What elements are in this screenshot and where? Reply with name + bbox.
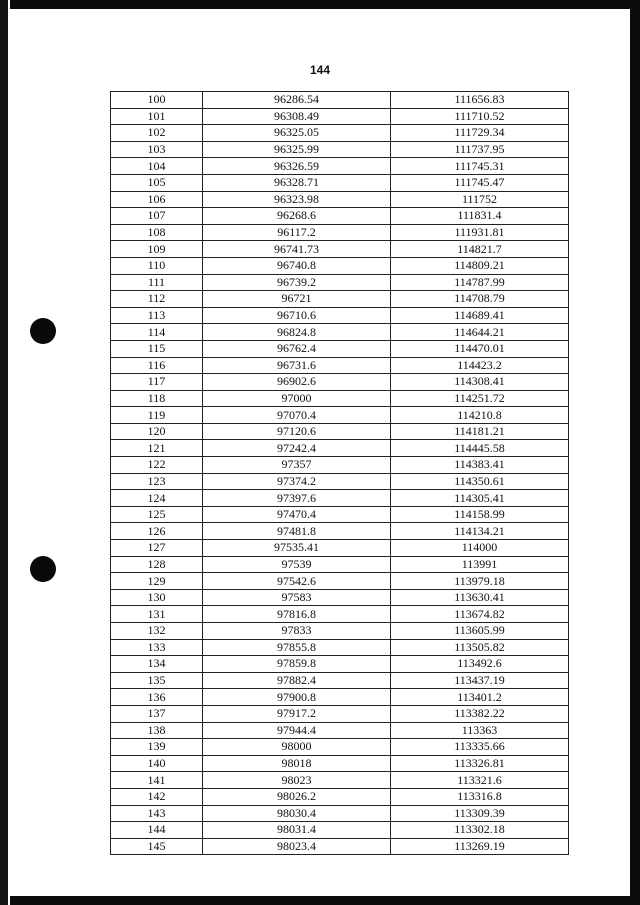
y-coordinate-cell: 113437.19 (391, 672, 569, 689)
x-coordinate-cell: 98026.2 (203, 788, 391, 805)
x-coordinate-cell: 96323.98 (203, 191, 391, 208)
y-coordinate-cell: 114383.41 (391, 457, 569, 474)
table-row (111, 623, 569, 640)
point-number-cell: 129 (111, 573, 203, 590)
x-coordinate-cell: 98023.4 (203, 838, 391, 855)
x-coordinate-cell: 97855.8 (203, 639, 391, 656)
point-number-cell: 111 (111, 274, 203, 291)
table-row (111, 340, 569, 357)
x-coordinate-cell: 97357 (203, 457, 391, 474)
table-row (111, 224, 569, 241)
point-number-cell: 100 (111, 92, 203, 109)
y-coordinate-cell: 111729.34 (391, 125, 569, 142)
coordinate-table (110, 91, 569, 855)
y-coordinate-cell: 113605.99 (391, 623, 569, 640)
y-coordinate-cell: 111752 (391, 191, 569, 208)
x-coordinate-cell: 97882.4 (203, 672, 391, 689)
table-row (111, 573, 569, 590)
point-number-cell: 106 (111, 191, 203, 208)
point-number-cell: 142 (111, 788, 203, 805)
table-row (111, 540, 569, 557)
y-coordinate-cell: 113309.39 (391, 805, 569, 822)
x-coordinate-cell: 97944.4 (203, 722, 391, 739)
table-row (111, 705, 569, 722)
y-coordinate-cell: 113316.8 (391, 788, 569, 805)
scan-edge-bottom (10, 896, 640, 905)
table-row (111, 805, 569, 822)
x-coordinate-cell: 96731.6 (203, 357, 391, 374)
x-coordinate-cell: 97900.8 (203, 689, 391, 706)
point-number-cell: 116 (111, 357, 203, 374)
scan-edge-top (10, 0, 640, 9)
table-row (111, 506, 569, 523)
y-coordinate-cell: 114708.79 (391, 291, 569, 308)
table-row (111, 656, 569, 673)
x-coordinate-cell: 96824.8 (203, 324, 391, 341)
point-number-cell: 133 (111, 639, 203, 656)
table-row (111, 556, 569, 573)
point-number-cell: 110 (111, 257, 203, 274)
y-coordinate-cell: 113979.18 (391, 573, 569, 590)
table-row (111, 208, 569, 225)
punch-hole-upper (30, 318, 56, 344)
point-number-cell: 143 (111, 805, 203, 822)
page-number: 144 (309, 63, 331, 77)
table-row (111, 125, 569, 142)
table-row (111, 374, 569, 391)
y-coordinate-cell: 113401.2 (391, 689, 569, 706)
table-row (111, 490, 569, 507)
scan-edge-right (630, 0, 640, 905)
y-coordinate-cell: 111931.81 (391, 224, 569, 241)
table-row (111, 257, 569, 274)
point-number-cell: 144 (111, 822, 203, 839)
x-coordinate-cell: 96308.49 (203, 108, 391, 125)
table-row (111, 241, 569, 258)
point-number-cell: 109 (111, 241, 203, 258)
point-number-cell: 105 (111, 174, 203, 191)
y-coordinate-cell: 114787.99 (391, 274, 569, 291)
point-number-cell: 119 (111, 407, 203, 424)
x-coordinate-cell: 96902.6 (203, 374, 391, 391)
point-number-cell: 140 (111, 755, 203, 772)
table-row (111, 822, 569, 839)
x-coordinate-cell: 97000 (203, 390, 391, 407)
y-coordinate-cell: 111737.95 (391, 141, 569, 158)
y-coordinate-cell: 114181.21 (391, 423, 569, 440)
scan-edge-left (0, 0, 8, 905)
table-row (111, 274, 569, 291)
y-coordinate-cell: 113302.18 (391, 822, 569, 839)
x-coordinate-cell: 97120.6 (203, 423, 391, 440)
point-number-cell: 145 (111, 838, 203, 855)
x-coordinate-cell: 96325.05 (203, 125, 391, 142)
x-coordinate-cell: 97583 (203, 589, 391, 606)
x-coordinate-cell: 97374.2 (203, 473, 391, 490)
table-row (111, 672, 569, 689)
point-number-cell: 134 (111, 656, 203, 673)
x-coordinate-cell: 96325.99 (203, 141, 391, 158)
point-number-cell: 126 (111, 523, 203, 540)
point-number-cell: 112 (111, 291, 203, 308)
y-coordinate-cell: 113991 (391, 556, 569, 573)
x-coordinate-cell: 96739.2 (203, 274, 391, 291)
point-number-cell: 125 (111, 506, 203, 523)
y-coordinate-cell: 114251.72 (391, 390, 569, 407)
x-coordinate-cell: 98018 (203, 755, 391, 772)
x-coordinate-cell: 98030.4 (203, 805, 391, 822)
x-coordinate-cell: 96741.73 (203, 241, 391, 258)
point-number-cell: 139 (111, 739, 203, 756)
point-number-cell: 136 (111, 689, 203, 706)
point-number-cell: 123 (111, 473, 203, 490)
point-number-cell: 138 (111, 722, 203, 739)
table-row (111, 722, 569, 739)
y-coordinate-cell: 111710.52 (391, 108, 569, 125)
point-number-cell: 141 (111, 772, 203, 789)
point-number-cell: 121 (111, 440, 203, 457)
y-coordinate-cell: 114821.7 (391, 241, 569, 258)
y-coordinate-cell: 113335.66 (391, 739, 569, 756)
table-row (111, 174, 569, 191)
x-coordinate-cell: 97539 (203, 556, 391, 573)
table-row (111, 838, 569, 855)
y-coordinate-cell: 113382.22 (391, 705, 569, 722)
y-coordinate-cell: 113630.41 (391, 589, 569, 606)
y-coordinate-cell: 114470.01 (391, 340, 569, 357)
x-coordinate-cell: 96286.54 (203, 92, 391, 109)
x-coordinate-cell: 96762.4 (203, 340, 391, 357)
table-row (111, 689, 569, 706)
y-coordinate-cell: 114350.61 (391, 473, 569, 490)
y-coordinate-cell: 113326.81 (391, 755, 569, 772)
y-coordinate-cell: 114445.58 (391, 440, 569, 457)
point-number-cell: 104 (111, 158, 203, 175)
point-number-cell: 117 (111, 374, 203, 391)
x-coordinate-cell: 96268.6 (203, 208, 391, 225)
x-coordinate-cell: 98000 (203, 739, 391, 756)
y-coordinate-cell: 111745.47 (391, 174, 569, 191)
x-coordinate-cell: 97917.2 (203, 705, 391, 722)
x-coordinate-cell: 96721 (203, 291, 391, 308)
table-row (111, 639, 569, 656)
point-number-cell: 137 (111, 705, 203, 722)
point-number-cell: 107 (111, 208, 203, 225)
x-coordinate-cell: 96326.59 (203, 158, 391, 175)
point-number-cell: 102 (111, 125, 203, 142)
x-coordinate-cell: 98031.4 (203, 822, 391, 839)
punch-hole-lower (30, 556, 56, 582)
point-number-cell: 132 (111, 623, 203, 640)
y-coordinate-cell: 113505.82 (391, 639, 569, 656)
point-number-cell: 108 (111, 224, 203, 241)
x-coordinate-cell: 98023 (203, 772, 391, 789)
table-row (111, 291, 569, 308)
y-coordinate-cell: 113269.19 (391, 838, 569, 855)
point-number-cell: 113 (111, 307, 203, 324)
x-coordinate-cell: 97242.4 (203, 440, 391, 457)
x-coordinate-cell: 97470.4 (203, 506, 391, 523)
point-number-cell: 130 (111, 589, 203, 606)
table-row (111, 407, 569, 424)
point-number-cell: 122 (111, 457, 203, 474)
point-number-cell: 128 (111, 556, 203, 573)
y-coordinate-cell: 114809.21 (391, 257, 569, 274)
table-row (111, 457, 569, 474)
x-coordinate-cell: 97481.8 (203, 523, 391, 540)
table-row (111, 473, 569, 490)
point-number-cell: 118 (111, 390, 203, 407)
table-row (111, 772, 569, 789)
x-coordinate-cell: 97070.4 (203, 407, 391, 424)
x-coordinate-cell: 97535.41 (203, 540, 391, 557)
y-coordinate-cell: 114134.21 (391, 523, 569, 540)
table-row (111, 390, 569, 407)
x-coordinate-cell: 97816.8 (203, 606, 391, 623)
x-coordinate-cell: 96710.6 (203, 307, 391, 324)
table-row (111, 755, 569, 772)
y-coordinate-cell: 113674.82 (391, 606, 569, 623)
point-number-cell: 115 (111, 340, 203, 357)
point-number-cell: 127 (111, 540, 203, 557)
x-coordinate-cell: 97859.8 (203, 656, 391, 673)
y-coordinate-cell: 114308.41 (391, 374, 569, 391)
y-coordinate-cell: 114000 (391, 540, 569, 557)
table-row (111, 158, 569, 175)
y-coordinate-cell: 114210.8 (391, 407, 569, 424)
y-coordinate-cell: 114644.21 (391, 324, 569, 341)
y-coordinate-cell: 114423.2 (391, 357, 569, 374)
point-number-cell: 114 (111, 324, 203, 341)
table-row (111, 324, 569, 341)
table-row (111, 440, 569, 457)
point-number-cell: 124 (111, 490, 203, 507)
table-row (111, 307, 569, 324)
table-row (111, 788, 569, 805)
point-number-cell: 103 (111, 141, 203, 158)
table-row (111, 357, 569, 374)
table-row (111, 191, 569, 208)
table-row (111, 423, 569, 440)
x-coordinate-cell: 96328.71 (203, 174, 391, 191)
x-coordinate-cell: 96740.8 (203, 257, 391, 274)
y-coordinate-cell: 114689.41 (391, 307, 569, 324)
table-row (111, 108, 569, 125)
table-row (111, 523, 569, 540)
point-number-cell: 120 (111, 423, 203, 440)
y-coordinate-cell: 113492.6 (391, 656, 569, 673)
table-row (111, 92, 569, 109)
y-coordinate-cell: 114158.99 (391, 506, 569, 523)
y-coordinate-cell: 111831.4 (391, 208, 569, 225)
y-coordinate-cell: 113363 (391, 722, 569, 739)
table-row (111, 589, 569, 606)
y-coordinate-cell: 113321.6 (391, 772, 569, 789)
table-row (111, 739, 569, 756)
table-row (111, 141, 569, 158)
x-coordinate-cell: 97542.6 (203, 573, 391, 590)
point-number-cell: 131 (111, 606, 203, 623)
x-coordinate-cell: 97397.6 (203, 490, 391, 507)
y-coordinate-cell: 111656.83 (391, 92, 569, 109)
table-row (111, 606, 569, 623)
y-coordinate-cell: 111745.31 (391, 158, 569, 175)
x-coordinate-cell: 97833 (203, 623, 391, 640)
y-coordinate-cell: 114305.41 (391, 490, 569, 507)
point-number-cell: 101 (111, 108, 203, 125)
point-number-cell: 135 (111, 672, 203, 689)
x-coordinate-cell: 96117.2 (203, 224, 391, 241)
